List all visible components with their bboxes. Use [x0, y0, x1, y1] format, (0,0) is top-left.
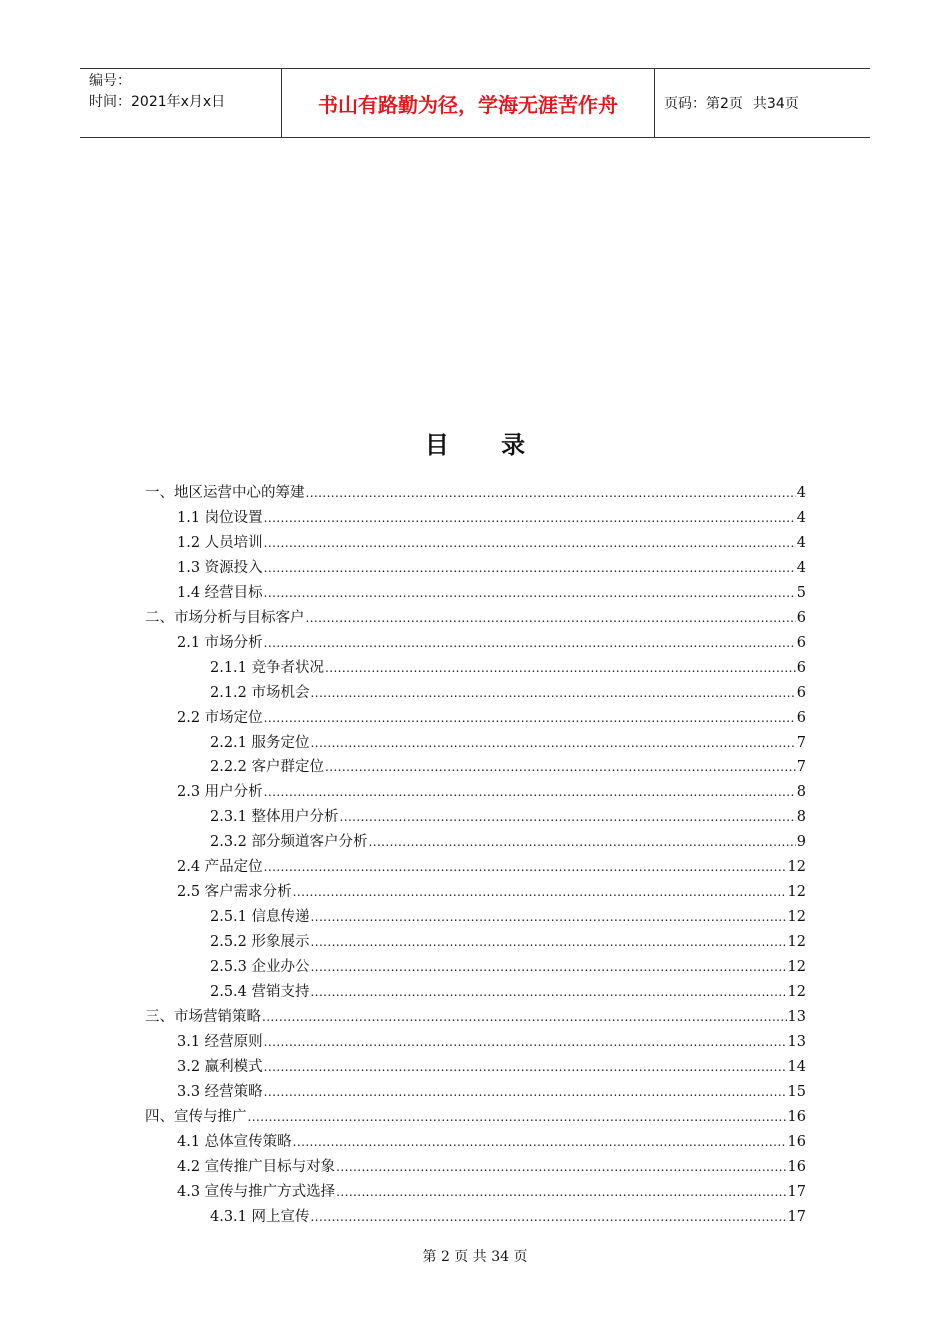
toc-entry[interactable] — [177, 1180, 806, 1205]
toc-leader-dots — [264, 581, 796, 606]
toc-entry-page: 12 — [787, 909, 806, 926]
toc-leader-dots — [248, 1105, 787, 1130]
toc-entry-page: 14 — [787, 1058, 806, 1075]
toc-entry-page: 12 — [787, 884, 806, 901]
toc-entry-title: 4.3 宣传与推广方式选择 — [177, 1183, 336, 1200]
toc-entry-title: 4.1 总体宣传策略 — [177, 1133, 292, 1150]
toc-entry-page: 6 — [796, 634, 806, 651]
toc-entry-title: 4.2 宣传推广目标与对象 — [177, 1158, 336, 1175]
time-label: 时间：2021年x月x日 — [89, 94, 226, 110]
toc-entry[interactable] — [177, 631, 806, 656]
toc-leader-dots — [336, 1180, 786, 1205]
toc-entry-page: 9 — [796, 834, 806, 851]
toc-entry-title: 三、市场营销策略 — [145, 1008, 261, 1025]
toc-leader-dots — [293, 1130, 787, 1155]
motto: 书山有路勤为径，学海无涯苦作舟 — [282, 69, 655, 137]
toc-entry-page: 4 — [796, 559, 806, 576]
toc-entry-title: 2.5.2 形象展示 — [210, 934, 310, 951]
toc-entry[interactable] — [210, 805, 806, 830]
toc-entry-title: 2.1 市场分析 — [177, 634, 263, 651]
toc-leader-dots — [264, 780, 796, 805]
toc-entry-title: 2.5 客户需求分析 — [177, 884, 292, 901]
toc-entry-page: 16 — [787, 1108, 806, 1125]
toc-leader-dots — [325, 755, 796, 780]
toc-entry-title: 2.3.2 部分频道客户分析 — [210, 834, 368, 851]
toc-entry-page: 6 — [796, 684, 806, 701]
toc-leader-dots — [311, 955, 787, 980]
toc-leader-dots — [325, 656, 796, 681]
toc-entry-page: 6 — [796, 609, 806, 626]
toc-entry[interactable] — [177, 506, 806, 531]
toc-leader-dots — [369, 830, 796, 855]
toc-entry-page: 17 — [787, 1208, 806, 1225]
toc-entry[interactable] — [177, 706, 806, 731]
toc-entry-title: 2.5.4 营销支持 — [210, 984, 310, 1000]
toc-leader-dots — [264, 631, 796, 656]
toc-entry[interactable] — [177, 1155, 806, 1180]
toc-entry-title: 4.3.1 网上宣传 — [210, 1208, 310, 1225]
toc-entry[interactable] — [177, 780, 806, 805]
total-label: 共34页 — [752, 96, 799, 112]
toc-entry[interactable] — [210, 955, 806, 980]
toc-leader-dots — [311, 681, 796, 706]
toc-entry-title: 2.1.1 竞争者状况 — [210, 659, 325, 676]
toc-entry-page: 5 — [796, 584, 806, 601]
toc-entry-page: 12 — [787, 959, 806, 976]
toc-entry[interactable] — [177, 855, 806, 880]
toc-entry[interactable] — [210, 905, 806, 930]
toc-entry[interactable] — [210, 681, 806, 706]
toc-entry-page: 12 — [787, 859, 806, 876]
toc-entry-page: 13 — [787, 1033, 806, 1050]
toc-leader-dots — [264, 531, 796, 556]
toc-entry-page: 7 — [796, 734, 806, 751]
toc-leader-dots — [264, 1030, 787, 1055]
toc-entry-page: 17 — [787, 1183, 806, 1200]
toc-entry[interactable] — [210, 1205, 806, 1230]
toc-entry-page: 4 — [796, 485, 806, 501]
toc-leader-dots — [264, 1055, 787, 1080]
toc-entry[interactable] — [210, 830, 806, 855]
header-page-info — [655, 69, 870, 137]
page-header — [80, 68, 870, 138]
toc-entry[interactable] — [145, 1105, 806, 1130]
page-footer: 第 2 页 共 34 页 — [422, 1249, 528, 1265]
toc-entry[interactable] — [210, 731, 806, 756]
toc-entry[interactable] — [145, 606, 806, 631]
toc-entry-title: 二、市场分析与目标客户 — [145, 609, 305, 626]
toc-entry-title: 1.2 人员培训 — [177, 534, 263, 551]
toc-leader-dots — [262, 1005, 787, 1030]
toc-leader-dots — [311, 980, 787, 1005]
toc-entry-page: 13 — [787, 1008, 806, 1025]
toc-entry-page: 7 — [796, 759, 806, 776]
toc-leader-dots — [293, 880, 787, 905]
toc-entry-title: 2.2 市场定位 — [177, 709, 263, 726]
toc-entry-page: 4 — [796, 509, 806, 526]
toc-entry[interactable] — [210, 930, 806, 955]
toc-entry-title: 四、宣传与推广 — [145, 1108, 247, 1125]
toc-entry-title: 2.2.1 服务定位 — [210, 734, 310, 751]
toc-entry-page: 8 — [796, 784, 806, 801]
toc-entry-page: 16 — [787, 1158, 806, 1175]
toc-leader-dots — [336, 1155, 786, 1180]
toc-leader-dots — [311, 930, 787, 955]
toc-leader-dots — [264, 706, 796, 731]
toc-leader-dots — [306, 481, 796, 506]
toc-entry-title: 1.1 岗位设置 — [177, 509, 263, 526]
toc-entry[interactable] — [177, 1130, 806, 1155]
toc-entry-page: 4 — [796, 534, 806, 551]
toc-entry-title: 2.3 用户分析 — [177, 784, 263, 801]
page-label: 页码：第2页 — [664, 96, 743, 112]
toc-entry-title: 2.1.2 市场机会 — [210, 684, 310, 701]
toc-entry-title: 3.1 经营原则 — [177, 1033, 263, 1050]
toc-entry-title: 2.5.3 企业办公 — [210, 959, 310, 976]
toc-entry-page: 12 — [787, 934, 806, 951]
toc-entry[interactable] — [177, 1055, 806, 1080]
toc-entry-title: 1.4 经营目标 — [177, 584, 263, 601]
toc-entry-page: 6 — [796, 709, 806, 726]
header-meta — [80, 69, 282, 137]
toc-entry-page: 16 — [787, 1133, 806, 1150]
toc-entry-title: 2.5.1 信息传递 — [210, 909, 310, 926]
toc-leader-dots — [264, 855, 787, 880]
toc-leader-dots — [340, 805, 796, 830]
toc-entry[interactable] — [177, 581, 806, 606]
toc-leader-dots — [264, 556, 796, 581]
toc-leader-dots — [264, 506, 796, 531]
toc-entry-page: 12 — [787, 984, 806, 1000]
toc-title: 目 录 — [424, 430, 548, 459]
toc-entry-page: 15 — [787, 1083, 806, 1100]
toc-entry[interactable] — [210, 980, 806, 1005]
toc-leader-dots — [264, 1080, 787, 1105]
toc-entry[interactable] — [177, 1080, 806, 1105]
toc-entry[interactable] — [177, 880, 806, 905]
toc-entry-page: 6 — [796, 659, 806, 676]
toc-entry[interactable] — [177, 556, 806, 581]
toc-entry-title: 1.3 资源投入 — [177, 559, 263, 576]
toc-leader-dots — [306, 606, 796, 631]
toc-entry-page: 8 — [796, 809, 806, 826]
toc-entry-title: 一、地区运营中心的筹建 — [145, 485, 305, 501]
toc-entry[interactable] — [177, 1030, 806, 1055]
toc-entry[interactable] — [210, 656, 806, 681]
toc-entry-title: 2.3.1 整体用户分析 — [210, 809, 339, 826]
toc-entry-title: 3.2 赢利模式 — [177, 1058, 263, 1075]
toc-leader-dots — [311, 1205, 787, 1230]
toc-entry[interactable] — [177, 531, 806, 556]
code-label: 编号： — [89, 73, 131, 89]
toc-entry[interactable] — [145, 481, 806, 506]
toc-leader-dots — [311, 731, 796, 756]
toc-leader-dots — [311, 905, 787, 930]
toc-entry[interactable] — [210, 755, 806, 780]
toc-entry-title: 3.3 经营策略 — [177, 1083, 263, 1100]
toc-entry-title: 2.4 产品定位 — [177, 859, 263, 876]
toc-entry-title: 2.2.2 客户群定位 — [210, 759, 325, 776]
toc-entry[interactable] — [145, 1005, 806, 1030]
